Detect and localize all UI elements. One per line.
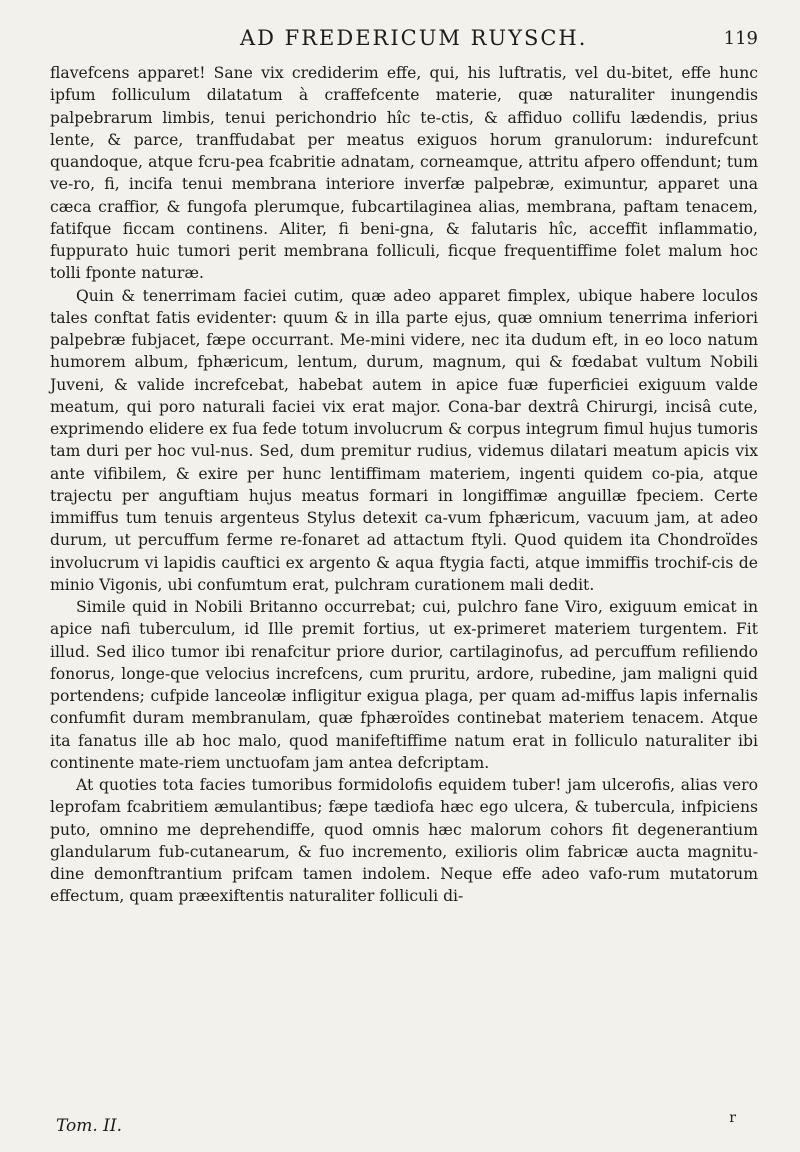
paragraph-4: At quoties tota facies tumoribus formidolofis equidem tuber! jam ulcerofis, alias vero leprofam fcabritiem æmulantibus; fæpe tædiofa hæc ego ulcera, & tubercula, infpiciens puto, omnino me deprehendiffe, quod omnis hæc malorum cohors fit degenerantium glandularum fub-cutanearum, & fuo incremento, exilioris olim fabricæ aucta magnitu-dine demonftrantium prifcam tamen indolem. Neque effe adeo vafo-rum mutatorum effectum, quam præexiftentis naturaliter folliculi di- bbox=[50, 776, 758, 906]
volume-mark: Tom. II. bbox=[56, 1116, 123, 1136]
paragraph-2: Quin & tenerrimam faciei cutim, quæ adeo apparet fimplex, ubique habere loculos tales conftat fatis evidenter: quum & in illa parte ejus, quæ omnium tenerrima inferiori palpebræ fubjacet, fæpe occurrant. Me-mini videre, nec ita dudum eft, in eo loco natum humorem album, fphæricum, lentum, durum, magnum, qui & fœdabat vultum Nobili Juveni, & valide increfcebat, habebat autem in apice fuæ fuperficiei exiguum valde meatum, qui poro naturali faciei vix erat major. Cona-bar dextrâ Chirurgi, incisâ cute, exprimendo elidere ex fua fede totum involucrum & corpus integrum fimul hujus tumoris tam duri per hoc vul-nus. Sed, dum premitur rudius, videmus dilatari meatum apicis vix ante vifibilem, & exire per hunc lentiffimam materiem, ingenti quidem co-pia, atque trajectu per anguftiam hujus meatus formari in longiffimæ anguillæ fpeciem. Certe immiffus tum tenuis argenteus Stylus detexit ca-vum fphæricum, vacuum jam, at adeo durum, ut percuffum ferme re-fonaret ad attactum ftyli. Quod quidem ita Chondroïdes involucrum vi lapidis cauftici ex argento & aqua ftygia facti, atque immiffis trochif-cis de minio Vigonis, ubi confumtum erat, pulchram curationem mali dedit. bbox=[50, 286, 758, 594]
signature-mark: r bbox=[729, 1110, 736, 1126]
body-text bbox=[50, 62, 758, 908]
page-footer bbox=[56, 1110, 756, 1140]
page-header bbox=[50, 22, 758, 62]
running-head: AD FREDERICUM RUYSCH. bbox=[240, 26, 588, 50]
page-number: 119 bbox=[723, 28, 758, 49]
paragraph-3: Simile quid in Nobili Britanno occurrebat; cui, pulchro fane Viro, exiguum emicat in apice nafi tuberculum, id Ille premit fortius, ut ex-primeret materiem turgentem. Fit illud. Sed ilico tumor ibi renafcitur priore durior, cartilaginofus, ad percuffum refiliendo fonorus, longe-que velocius increfcens, cum pruritu, ardore, rubedine, jam maligni quid portendens; cufpide lanceolæ infligitur exigua plaga, per quam ad-miffus lapis infernalis confumfit duram membranulam, quæ fphæroïdes continebat materiem tenacem. Atque ita fanatus ille ab hoc malo, quod manifeftiffime natum erat in folliculo naturaliter ibi continente mate-riem unctuofam jam antea defcriptam. bbox=[50, 598, 758, 772]
paragraph-1: flavefcens apparet! Sane vix crediderim effe, qui, his luftratis, vel du-bitet, effe hunc ipfum folliculum dilatatum à craffefcente materie, quæ naturaliter inungendis palpebrarum limbis, tenui perichondrio hîc te-ctis, & affiduo collifu lædendis, prius lente, & parce, tranffudabat per meatus exiguos horum granulorum: indurefcunt quandoque, atque fcru-pea fcabritie adnatam, corneamque, attritu afpero offendunt; tum ve-ro, fi, incifa tenui membrana interiore inverfæ palpebræ, eximuntur, apparet una cæca craffior, & fungofa plerumque, fubcartilaginea alias, membrana, paftam tenacem, fatifque ficcam continens. Aliter, fi beni-gna, & falutaris hîc, acceffit inflammatio, fuppurato huic tumori perit membrana folliculi, ficque frequentiffime folet malum hoc tolli fponte naturæ. bbox=[50, 64, 758, 283]
